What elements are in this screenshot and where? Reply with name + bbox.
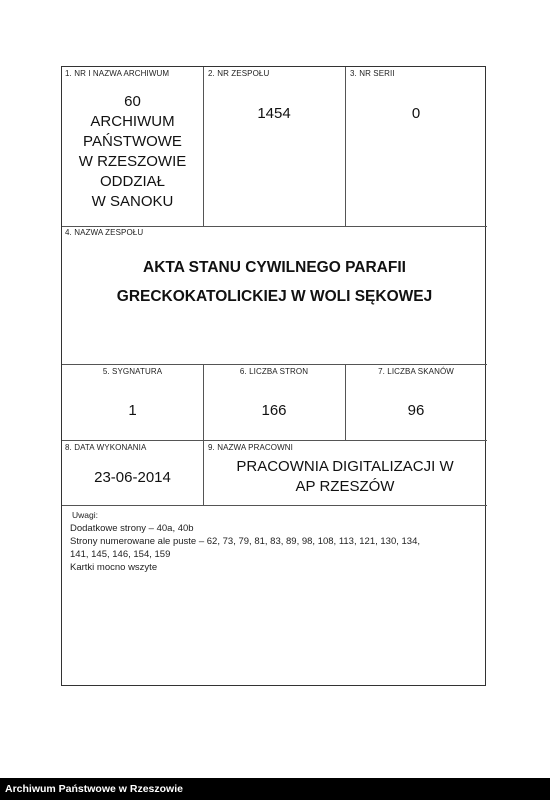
archive-line: ODDZIAŁ bbox=[99, 173, 165, 190]
pages-label: 6. LICZBA STRON bbox=[239, 367, 309, 376]
scans-value: 96 bbox=[407, 402, 425, 419]
archive-label: 1. NR I NAZWA ARCHIWUM bbox=[65, 69, 170, 78]
notes-line: Kartki mocno wszyte bbox=[70, 562, 158, 573]
divider-row2 bbox=[62, 364, 487, 365]
date-value: 23-06-2014 bbox=[94, 469, 171, 486]
workshop-value bbox=[203, 457, 487, 497]
archive-footer-banner: Archiwum Państwowe w Rzeszowie bbox=[0, 778, 550, 800]
notes-line: Dodatkowe strony – 40a, 40b bbox=[70, 523, 194, 534]
divider-col1-top bbox=[203, 67, 204, 226]
signature-value: 1 bbox=[128, 402, 137, 419]
workshop-line: AP RZESZÓW bbox=[295, 478, 395, 495]
archive-line: W RZESZOWIE bbox=[78, 153, 187, 170]
workshop-line: PRACOWNIA DIGITALIZACJI W bbox=[236, 458, 454, 475]
pages-value: 166 bbox=[261, 402, 287, 419]
fonds-name-line: AKTA STANU CYWILNEGO PARAFII bbox=[143, 259, 406, 276]
fonds-no-value: 1454 bbox=[257, 105, 291, 122]
notes-line: 141, 145, 146, 154, 159 bbox=[70, 549, 171, 560]
divider-row3 bbox=[62, 440, 487, 441]
fonds-no-label: 2. NR ZESPOŁU bbox=[208, 69, 270, 78]
archive-line: 60 bbox=[124, 93, 141, 110]
archive-line: PAŃSTWOWE bbox=[83, 133, 182, 150]
signature-label: 5. SYGNATURA bbox=[102, 367, 163, 376]
divider-col2-top bbox=[345, 67, 346, 226]
archive-value bbox=[62, 92, 203, 212]
notes-label: Uwagi: bbox=[72, 510, 98, 520]
archive-line: ARCHIWUM bbox=[90, 113, 175, 130]
date-label: 8. DATA WYKONANIA bbox=[65, 443, 147, 452]
notes-line: Strony numerowane ale puste – 62, 73, 79, 81, 83, 89, 98, 108, 113, 121, 130, 134, bbox=[70, 536, 420, 547]
fonds-name-label: 4. NAZWA ZESPOŁU bbox=[65, 228, 144, 237]
series-no-label: 3. NR SERII bbox=[350, 69, 395, 78]
series-no-value: 0 bbox=[411, 105, 421, 122]
notes-section bbox=[70, 509, 420, 574]
archive-line: W SANOKU bbox=[91, 193, 174, 210]
workshop-label: 9. NAZWA PRACOWNI bbox=[208, 443, 293, 452]
scans-label: 7. LICZBA SKANÓW bbox=[378, 367, 454, 376]
metadata-card bbox=[61, 66, 486, 686]
divider-row1 bbox=[62, 226, 487, 227]
fonds-name-line: GRECKOKATOLICKIEJ W WOLI SĘKOWEJ bbox=[116, 288, 433, 305]
divider-row4 bbox=[62, 505, 487, 506]
